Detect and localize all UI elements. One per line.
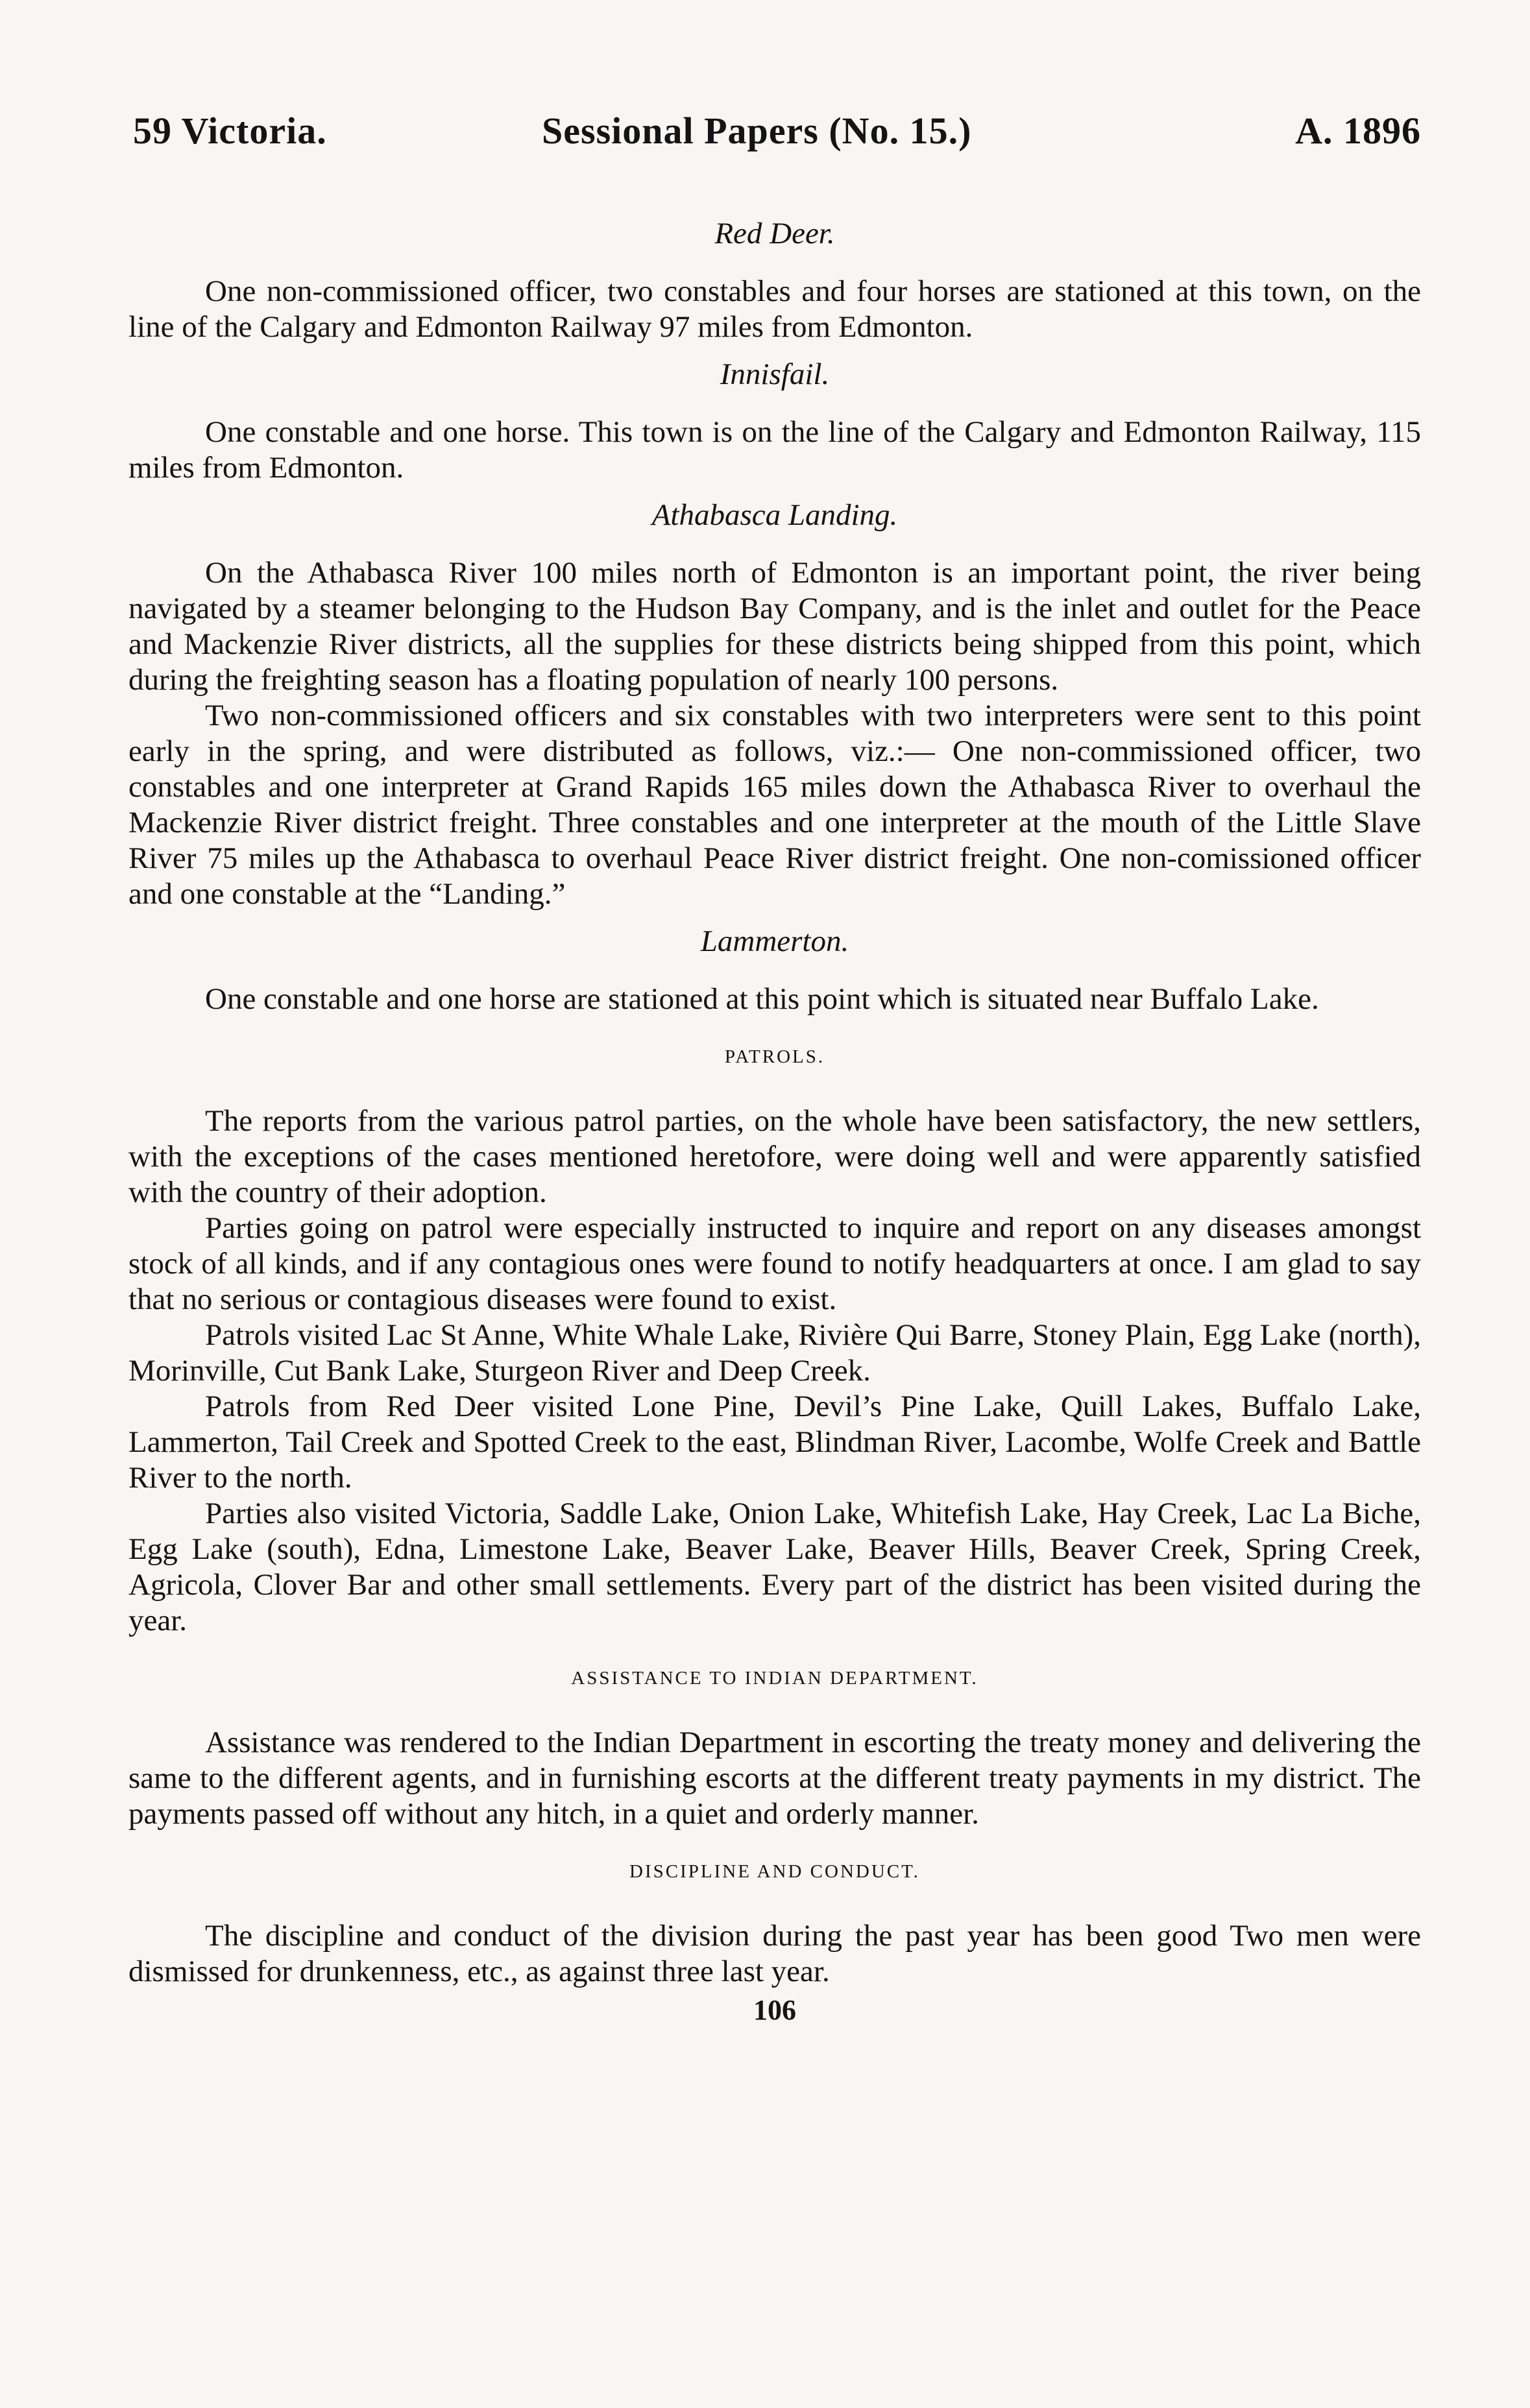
section-heading-discipline: DISCIPLINE AND CONDUCT.: [629, 1861, 920, 1882]
paragraph: One constable and one horse. This town is on the line of the Calgary and Edmonton Railway, 115 miles from Edmonton.: [128, 415, 1421, 485]
header-volume: 59 Victoria.: [133, 110, 327, 152]
paragraph: Two non-commissioned officers and six constables with two interpreters were sent to this point early in the spring, and were distributed as follows, viz.:— One non-commissioned officer, two constables and one interpreter at Grand Rapids 165 miles down the Athabasca River to overhaul the Mackenzie River district freight. Three constables and one interpreter at the mouth of the Little Slave River 75 miles up the Athabasca to overhaul Peace River district freight. One non-comissioned officer and one constable at the “Landing.”: [128, 699, 1421, 911]
paragraph: Patrols visited Lac St Anne, White Whale Lake, Rivière Qui Barre, Stoney Plain, Egg Lake (north), Morinville, Cut Bank Lake, Sturgeon River and Deep Creek.: [128, 1318, 1421, 1388]
section-heading-lammerton: Lammerton.: [700, 924, 849, 958]
page-number: 106: [753, 1994, 796, 2026]
section-heading-patrols: PATROLS.: [724, 1046, 825, 1067]
paragraph: One non-commissioned officer, two constables and four horses are stationed at this town, on the line of the Calgary and Edmonton Railway 97 miles from Edmonton.: [128, 274, 1421, 344]
section-heading-athabasca: Athabasca Landing.: [651, 498, 898, 532]
section-heading-innisfail: Innisfail.: [720, 357, 830, 391]
page-body: [128, 204, 1421, 2028]
paragraph: Parties also visited Victoria, Saddle Lake, Onion Lake, Whitefish Lake, Hay Creek, Lac La Biche, Egg Lake (south), Edna, Limestone Lake, Beaver Lake, Beaver Hills, Beaver Creek, Spring Creek, Agricola, Clover Bar and other small settlements. Every part of the district has been visited during the year.: [128, 1497, 1421, 1637]
paragraph: Assistance was rendered to the Indian Department in escorting the treaty money and delivering the same to the different agents, and in furnishing escorts at the different treaty payments in my district. The payments passed off without any hitch, in a quiet and orderly manner.: [128, 1726, 1421, 1831]
paragraph: Parties going on patrol were especially instructed to inquire and report on any diseases amongst stock of all kinds, and if any contagious ones were found to notify headquarters at once. I am glad to say that no serious or contagious diseases were found to exist.: [128, 1211, 1421, 1316]
section-heading-assistance: ASSISTANCE TO INDIAN DEPARTMENT.: [571, 1668, 978, 1689]
paragraph: The discipline and conduct of the division during the past year has been good Two men were dismissed for drunkenness, etc., as against three last year.: [128, 1919, 1421, 1988]
section-heading-red-deer: Red Deer.: [714, 217, 835, 250]
header-title: Sessional Papers (No. 15.): [542, 110, 972, 152]
header-year: A. 1896: [1295, 110, 1421, 152]
page-header: [133, 109, 1421, 161]
paragraph: On the Athabasca River 100 miles north of Edmonton is an important point, the river being navigated by a steamer belonging to the Hudson Bay Company, and is the inlet and outlet for the Peace and Mackenzie River districts, all the supplies for these districts being shipped from this point, which during the freighting season has a floating population of nearly 100 persons.: [128, 556, 1421, 697]
paragraph: The reports from the various patrol parties, on the whole have been satisfactory, the new settlers, with the exceptions of the cases mentioned heretofore, were doing well and were apparently satisfied with the country of their adoption.: [128, 1104, 1421, 1209]
paragraph: Patrols from Red Deer visited Lone Pine, Devil’s Pine Lake, Quill Lakes, Buffalo Lake, Lammerton, Tail Creek and Spotted Creek to the east, Blindman River, Lacombe, Wolfe Creek and Battle River to the north.: [128, 1390, 1421, 1495]
paragraph: One constable and one horse are stationed at this point which is situated near Buffalo Lake.: [205, 982, 1319, 1016]
